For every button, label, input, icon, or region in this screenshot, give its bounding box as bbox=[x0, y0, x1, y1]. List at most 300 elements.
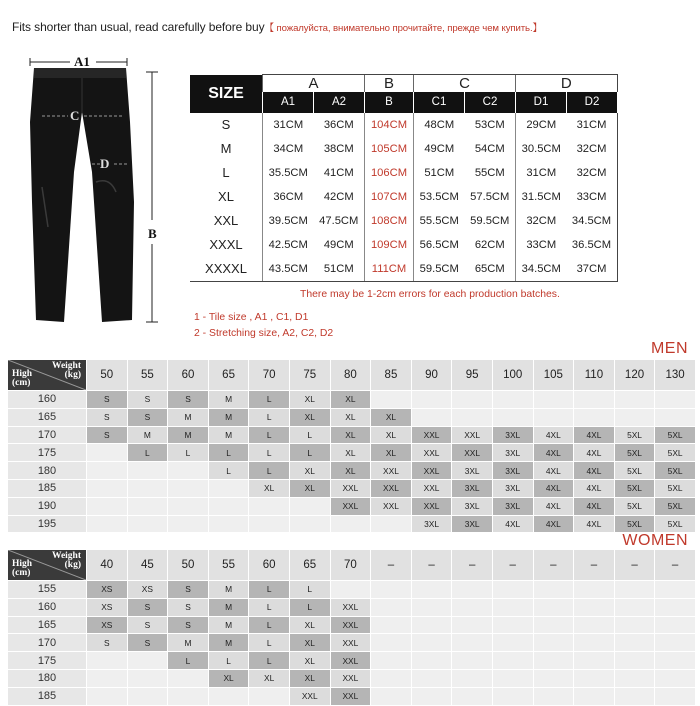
size-cell: XL bbox=[289, 391, 330, 409]
men-title: MEN bbox=[650, 340, 688, 357]
dim-label-a1: A1 bbox=[74, 54, 90, 69]
size-cell: L bbox=[208, 462, 249, 480]
size-value-cell: 59.5CM bbox=[414, 257, 465, 282]
size-value-cell: 31CM bbox=[263, 113, 314, 137]
size-value-cell: 49CM bbox=[323, 238, 354, 251]
men-height-row bbox=[8, 479, 695, 497]
size-cell bbox=[614, 408, 655, 426]
size-cell bbox=[168, 497, 209, 515]
fit-notice-en: Fits shorter than usual, read carefully before buy bbox=[12, 20, 265, 34]
size-cell: L bbox=[208, 652, 249, 670]
size-cell bbox=[655, 581, 696, 599]
size-value-cell: 36CM bbox=[323, 118, 354, 131]
size-label: L bbox=[222, 165, 230, 180]
size-cell: 3XL bbox=[492, 462, 533, 480]
size-cell bbox=[533, 581, 574, 599]
size-value-cell: 33CM bbox=[516, 233, 567, 257]
size-value-cell: 36CM bbox=[263, 185, 314, 209]
size-cell: 4XL bbox=[533, 479, 574, 497]
size-cell: 5XL bbox=[614, 426, 655, 444]
size-value-cell: 31.5CM bbox=[516, 185, 567, 209]
size-value-cell: 49CM bbox=[414, 137, 465, 161]
size-cell: S bbox=[87, 426, 128, 444]
size-cell: 5XL bbox=[614, 497, 655, 515]
size-cell: XXL bbox=[411, 479, 452, 497]
size-label: XXXXL bbox=[190, 257, 263, 282]
size-cell: XXL bbox=[330, 687, 371, 705]
size-cell bbox=[452, 598, 493, 616]
size-label: M bbox=[220, 141, 232, 156]
size-cell: XS bbox=[87, 598, 128, 616]
women-height-row bbox=[8, 634, 695, 652]
size-cell: S bbox=[127, 598, 168, 616]
group-b: B bbox=[365, 75, 414, 93]
size-header: SIZE bbox=[190, 75, 263, 113]
size-cell: L bbox=[249, 391, 290, 409]
size-cell bbox=[533, 391, 574, 409]
size-cell: XL bbox=[371, 444, 412, 462]
size-cell bbox=[452, 581, 493, 599]
tile-size-note: 1 - Tile size , A1 , C1, D1 bbox=[194, 312, 309, 323]
size-cell: L bbox=[289, 581, 330, 599]
height-label: 165 bbox=[8, 408, 87, 426]
size-value-cell: 41CM bbox=[323, 166, 354, 179]
size-cell: 4XL bbox=[574, 426, 615, 444]
size-cell bbox=[127, 479, 168, 497]
men-height-row bbox=[8, 408, 695, 426]
size-cell bbox=[127, 462, 168, 480]
size-cell: S bbox=[127, 616, 168, 634]
weight-header-cell: – bbox=[371, 550, 412, 581]
men-height-row bbox=[8, 444, 695, 462]
size-cell bbox=[533, 652, 574, 670]
size-cell bbox=[371, 669, 412, 687]
weight-header-cell: 50 bbox=[168, 550, 209, 581]
col-c1: C1 bbox=[414, 92, 465, 112]
size-cell: 3XL bbox=[492, 426, 533, 444]
size-cell bbox=[127, 652, 168, 670]
size-value-cell: 48CM bbox=[414, 113, 465, 137]
size-cell: 5XL bbox=[614, 444, 655, 462]
size-cell bbox=[574, 634, 615, 652]
weight-header-cell: 90 bbox=[411, 360, 452, 391]
size-value-cell: 53CM bbox=[474, 118, 505, 131]
size-cell bbox=[411, 616, 452, 634]
height-label: 185 bbox=[8, 687, 87, 705]
height-label: 155 bbox=[8, 581, 87, 599]
weight-header-cell: 75 bbox=[289, 360, 330, 391]
weight-header-cell: – bbox=[655, 550, 696, 581]
size-row bbox=[190, 185, 617, 209]
size-cell: L bbox=[289, 426, 330, 444]
height-label: 175 bbox=[8, 652, 87, 670]
size-cell: 5XL bbox=[655, 479, 696, 497]
size-cell: XXL bbox=[330, 669, 371, 687]
size-cell bbox=[533, 408, 574, 426]
size-value-cell: 55.5CM bbox=[414, 209, 465, 233]
size-value-cell: 106CM bbox=[365, 161, 414, 185]
corner-weight-unit: (kg) bbox=[64, 560, 81, 570]
size-cell bbox=[411, 687, 452, 705]
size-value-cell: 65CM bbox=[465, 257, 516, 282]
size-cell bbox=[330, 515, 371, 533]
men-weight-header-row bbox=[8, 360, 695, 391]
size-cell bbox=[655, 408, 696, 426]
size-cell: XL bbox=[249, 669, 290, 687]
size-cell bbox=[614, 391, 655, 409]
size-cell: 3XL bbox=[452, 479, 493, 497]
size-cell bbox=[289, 497, 330, 515]
size-cell: 3XL bbox=[452, 462, 493, 480]
size-value-cell: 34CM bbox=[263, 137, 314, 161]
size-cell: 5XL bbox=[614, 479, 655, 497]
size-cell: XL bbox=[330, 426, 371, 444]
size-value-cell: 105CM bbox=[365, 137, 414, 161]
weight-header-cell: 85 bbox=[371, 360, 412, 391]
men-size-grid bbox=[8, 360, 696, 533]
size-cell bbox=[452, 616, 493, 634]
size-value-cell: 30.5CM bbox=[516, 137, 567, 161]
weight-header-cell: – bbox=[574, 550, 615, 581]
size-cell: 3XL bbox=[492, 497, 533, 515]
corner-high-label: High bbox=[12, 369, 33, 379]
height-label: 190 bbox=[8, 497, 87, 515]
size-cell bbox=[492, 408, 533, 426]
size-value-cell: 32CM bbox=[516, 209, 567, 233]
height-weight-corner bbox=[8, 360, 87, 391]
size-cell: XL bbox=[289, 462, 330, 480]
size-cell: L bbox=[289, 598, 330, 616]
size-row bbox=[190, 113, 617, 137]
size-cell: L bbox=[249, 408, 290, 426]
size-cell: S bbox=[168, 391, 209, 409]
size-cell: L bbox=[249, 652, 290, 670]
corner-weight-label: Weight bbox=[51, 361, 81, 371]
weight-header-cell: – bbox=[533, 550, 574, 581]
size-cell: 3XL bbox=[492, 444, 533, 462]
size-value-cell: 34.5CM bbox=[516, 257, 567, 282]
weight-header-cell: 70 bbox=[249, 360, 290, 391]
size-cell bbox=[208, 515, 249, 533]
weight-header-cell: 65 bbox=[289, 550, 330, 581]
size-cell: XXL bbox=[330, 497, 371, 515]
size-value-cell: 59.5CM bbox=[470, 214, 510, 227]
size-cell bbox=[533, 634, 574, 652]
size-cell bbox=[574, 687, 615, 705]
height-label: 160 bbox=[8, 598, 87, 616]
size-cell bbox=[208, 479, 249, 497]
size-cell: XL bbox=[289, 634, 330, 652]
size-value-cell: 31CM bbox=[516, 161, 567, 185]
women-height-row bbox=[8, 669, 695, 687]
size-label: XXXL bbox=[209, 237, 243, 252]
size-cell bbox=[452, 652, 493, 670]
size-cell bbox=[168, 687, 209, 705]
weight-header-cell: 105 bbox=[533, 360, 574, 391]
size-cell: 5XL bbox=[614, 515, 655, 533]
size-cell bbox=[574, 616, 615, 634]
dim-label-b: B bbox=[148, 226, 157, 241]
weight-header-cell: – bbox=[452, 550, 493, 581]
col-a2: A2 bbox=[314, 92, 365, 112]
size-cell: XS bbox=[87, 616, 128, 634]
weight-header-cell: 80 bbox=[330, 360, 371, 391]
women-title: WOMEN bbox=[622, 532, 688, 549]
size-cell: L bbox=[249, 616, 290, 634]
size-cell: XL bbox=[289, 408, 330, 426]
weight-header-cell: 50 bbox=[87, 360, 128, 391]
weight-header-cell: 70 bbox=[330, 550, 371, 581]
women-weight-header-row bbox=[8, 550, 695, 581]
size-cell: 3XL bbox=[452, 497, 493, 515]
size-value-cell: 38CM bbox=[323, 142, 354, 155]
size-cell: L bbox=[127, 444, 168, 462]
women-height-row bbox=[8, 687, 695, 705]
fit-notice bbox=[12, 20, 542, 34]
size-cell: M bbox=[208, 426, 249, 444]
size-cell: S bbox=[127, 408, 168, 426]
size-cell bbox=[614, 598, 655, 616]
group-a: A bbox=[263, 75, 365, 93]
weight-header-cell: 60 bbox=[168, 360, 209, 391]
size-cell bbox=[492, 581, 533, 599]
weight-header-cell: 110 bbox=[574, 360, 615, 391]
size-cell bbox=[533, 598, 574, 616]
size-cell: XL bbox=[289, 652, 330, 670]
men-height-row bbox=[8, 462, 695, 480]
size-value-cell: 39.5CM bbox=[263, 209, 314, 233]
size-cell bbox=[411, 634, 452, 652]
size-cell bbox=[371, 616, 412, 634]
size-cell bbox=[371, 652, 412, 670]
height-label: 160 bbox=[8, 391, 87, 409]
size-cell: XXL bbox=[330, 652, 371, 670]
size-cell bbox=[371, 515, 412, 533]
size-row bbox=[190, 233, 617, 257]
size-cell: 5XL bbox=[655, 462, 696, 480]
men-height-row bbox=[8, 426, 695, 444]
size-cell: M bbox=[208, 391, 249, 409]
size-cell: S bbox=[168, 581, 209, 599]
size-value-cell: 32CM bbox=[567, 137, 618, 161]
fit-notice-ru: 【 пожалуйста, внимательно прочитайте, прежде чем купить.】 bbox=[264, 23, 543, 34]
size-value-cell: 42CM bbox=[323, 190, 354, 203]
size-cell bbox=[411, 669, 452, 687]
size-cell bbox=[452, 634, 493, 652]
size-cell: XL bbox=[371, 426, 412, 444]
size-value-cell: 55CM bbox=[474, 166, 505, 179]
size-cell: XS bbox=[127, 581, 168, 599]
size-cell bbox=[452, 687, 493, 705]
size-cell: XL bbox=[289, 616, 330, 634]
men-height-row bbox=[8, 515, 695, 533]
size-cell: XL bbox=[330, 391, 371, 409]
size-value-cell: 54CM bbox=[474, 142, 505, 155]
height-weight-corner bbox=[8, 550, 87, 581]
size-cell bbox=[574, 408, 615, 426]
size-cell: L bbox=[168, 652, 209, 670]
height-label: 170 bbox=[8, 426, 87, 444]
size-cell bbox=[87, 652, 128, 670]
size-cell: 4XL bbox=[574, 479, 615, 497]
men-height-row bbox=[8, 497, 695, 515]
size-cell bbox=[127, 687, 168, 705]
size-cell bbox=[87, 462, 128, 480]
women-height-row bbox=[8, 616, 695, 634]
size-cell: 4XL bbox=[574, 497, 615, 515]
size-cell bbox=[168, 669, 209, 687]
size-measurement-table bbox=[190, 74, 618, 282]
corner-weight-label: Weight bbox=[51, 551, 81, 561]
size-row bbox=[190, 257, 617, 282]
size-cell: S bbox=[87, 391, 128, 409]
size-cell: XL bbox=[289, 479, 330, 497]
col-d1: D1 bbox=[516, 92, 567, 112]
size-cell: S bbox=[87, 408, 128, 426]
size-cell: M bbox=[208, 616, 249, 634]
size-cell: XXL bbox=[411, 462, 452, 480]
size-cell: M bbox=[127, 426, 168, 444]
size-cell: XXL bbox=[371, 479, 412, 497]
size-cell bbox=[411, 581, 452, 599]
size-cell bbox=[492, 391, 533, 409]
size-cell bbox=[371, 634, 412, 652]
size-cell: M bbox=[208, 598, 249, 616]
size-cell: 4XL bbox=[574, 462, 615, 480]
size-cell: XXL bbox=[411, 497, 452, 515]
size-cell bbox=[655, 634, 696, 652]
size-value-cell: 43.5CM bbox=[263, 257, 314, 282]
size-cell: XXL bbox=[289, 687, 330, 705]
size-cell: M bbox=[168, 408, 209, 426]
height-label: 165 bbox=[8, 616, 87, 634]
size-value-cell: 51CM bbox=[414, 161, 465, 185]
size-value-cell: 108CM bbox=[365, 209, 414, 233]
size-value-cell: 32CM bbox=[567, 161, 618, 185]
size-value-cell: 37CM bbox=[567, 257, 618, 282]
size-cell: 4XL bbox=[533, 444, 574, 462]
size-cell bbox=[289, 515, 330, 533]
size-cell bbox=[614, 616, 655, 634]
size-label: XL bbox=[218, 189, 234, 204]
size-cell: XL bbox=[330, 408, 371, 426]
dim-label-c: C bbox=[70, 108, 80, 123]
size-cell bbox=[655, 391, 696, 409]
size-value-cell: 109CM bbox=[365, 233, 414, 257]
size-cell bbox=[614, 581, 655, 599]
size-cell: XXL bbox=[452, 444, 493, 462]
size-cell: XXL bbox=[452, 426, 493, 444]
size-cell bbox=[330, 581, 371, 599]
weight-header-cell: 95 bbox=[452, 360, 493, 391]
size-cell: 4XL bbox=[533, 426, 574, 444]
size-cell: M bbox=[208, 634, 249, 652]
size-cell bbox=[492, 687, 533, 705]
size-cell: XL bbox=[208, 669, 249, 687]
size-cell bbox=[655, 652, 696, 670]
size-cell bbox=[87, 497, 128, 515]
size-cell bbox=[127, 497, 168, 515]
size-value-cell: 57.5CM bbox=[470, 190, 510, 203]
size-cell bbox=[87, 479, 128, 497]
size-cell bbox=[87, 444, 128, 462]
size-cell bbox=[452, 669, 493, 687]
size-cell bbox=[492, 669, 533, 687]
size-cell bbox=[371, 391, 412, 409]
size-cell: L bbox=[249, 598, 290, 616]
col-c2: C2 bbox=[465, 92, 516, 112]
size-cell: M bbox=[168, 634, 209, 652]
size-cell: 4XL bbox=[533, 515, 574, 533]
size-cell bbox=[411, 652, 452, 670]
size-value-cell: 62CM bbox=[474, 238, 505, 251]
women-size-grid bbox=[8, 550, 696, 706]
height-label: 180 bbox=[8, 462, 87, 480]
size-cell bbox=[87, 687, 128, 705]
size-cell bbox=[533, 616, 574, 634]
size-label: S bbox=[221, 117, 231, 132]
size-cell bbox=[574, 598, 615, 616]
size-cell bbox=[574, 669, 615, 687]
weight-header-cell: 45 bbox=[127, 550, 168, 581]
weight-header-cell: – bbox=[492, 550, 533, 581]
women-height-row bbox=[8, 652, 695, 670]
size-cell: XL bbox=[330, 444, 371, 462]
size-cell bbox=[249, 515, 290, 533]
size-cell: XXL bbox=[330, 634, 371, 652]
size-cell bbox=[655, 598, 696, 616]
size-cell: XL bbox=[330, 462, 371, 480]
size-cell: L bbox=[249, 462, 290, 480]
size-value-cell: 29CM bbox=[516, 113, 567, 137]
size-cell: S bbox=[168, 598, 209, 616]
size-cell: S bbox=[127, 634, 168, 652]
size-cell bbox=[655, 669, 696, 687]
size-label: XXL bbox=[213, 213, 239, 228]
size-cell bbox=[127, 515, 168, 533]
size-value-cell: 111CM bbox=[365, 257, 414, 282]
size-value-cell: 36.5CM bbox=[567, 233, 618, 257]
weight-header-cell: – bbox=[411, 550, 452, 581]
size-cell bbox=[168, 462, 209, 480]
size-cell: 5XL bbox=[655, 444, 696, 462]
dim-label-d: D bbox=[100, 156, 110, 171]
size-cell bbox=[208, 497, 249, 515]
size-cell bbox=[533, 669, 574, 687]
size-cell: S bbox=[87, 634, 128, 652]
corner-weight-unit: (kg) bbox=[64, 370, 81, 380]
size-value-cell: 53.5CM bbox=[414, 185, 465, 209]
size-cell bbox=[614, 687, 655, 705]
size-cell bbox=[249, 497, 290, 515]
men-height-row bbox=[8, 391, 695, 409]
weight-header-cell: 55 bbox=[208, 550, 249, 581]
size-value-cell: 107CM bbox=[365, 185, 414, 209]
size-cell bbox=[655, 616, 696, 634]
size-cell bbox=[533, 687, 574, 705]
size-cell: XXL bbox=[371, 497, 412, 515]
size-cell bbox=[249, 687, 290, 705]
height-label: 175 bbox=[8, 444, 87, 462]
size-cell bbox=[208, 687, 249, 705]
size-cell: 5XL bbox=[655, 515, 696, 533]
weight-header-cell: 120 bbox=[614, 360, 655, 391]
size-cell bbox=[574, 391, 615, 409]
size-row bbox=[190, 209, 617, 233]
size-value-cell: 35.5CM bbox=[263, 161, 314, 185]
size-cell: XXL bbox=[411, 426, 452, 444]
size-value-cell: 104CM bbox=[365, 113, 414, 137]
